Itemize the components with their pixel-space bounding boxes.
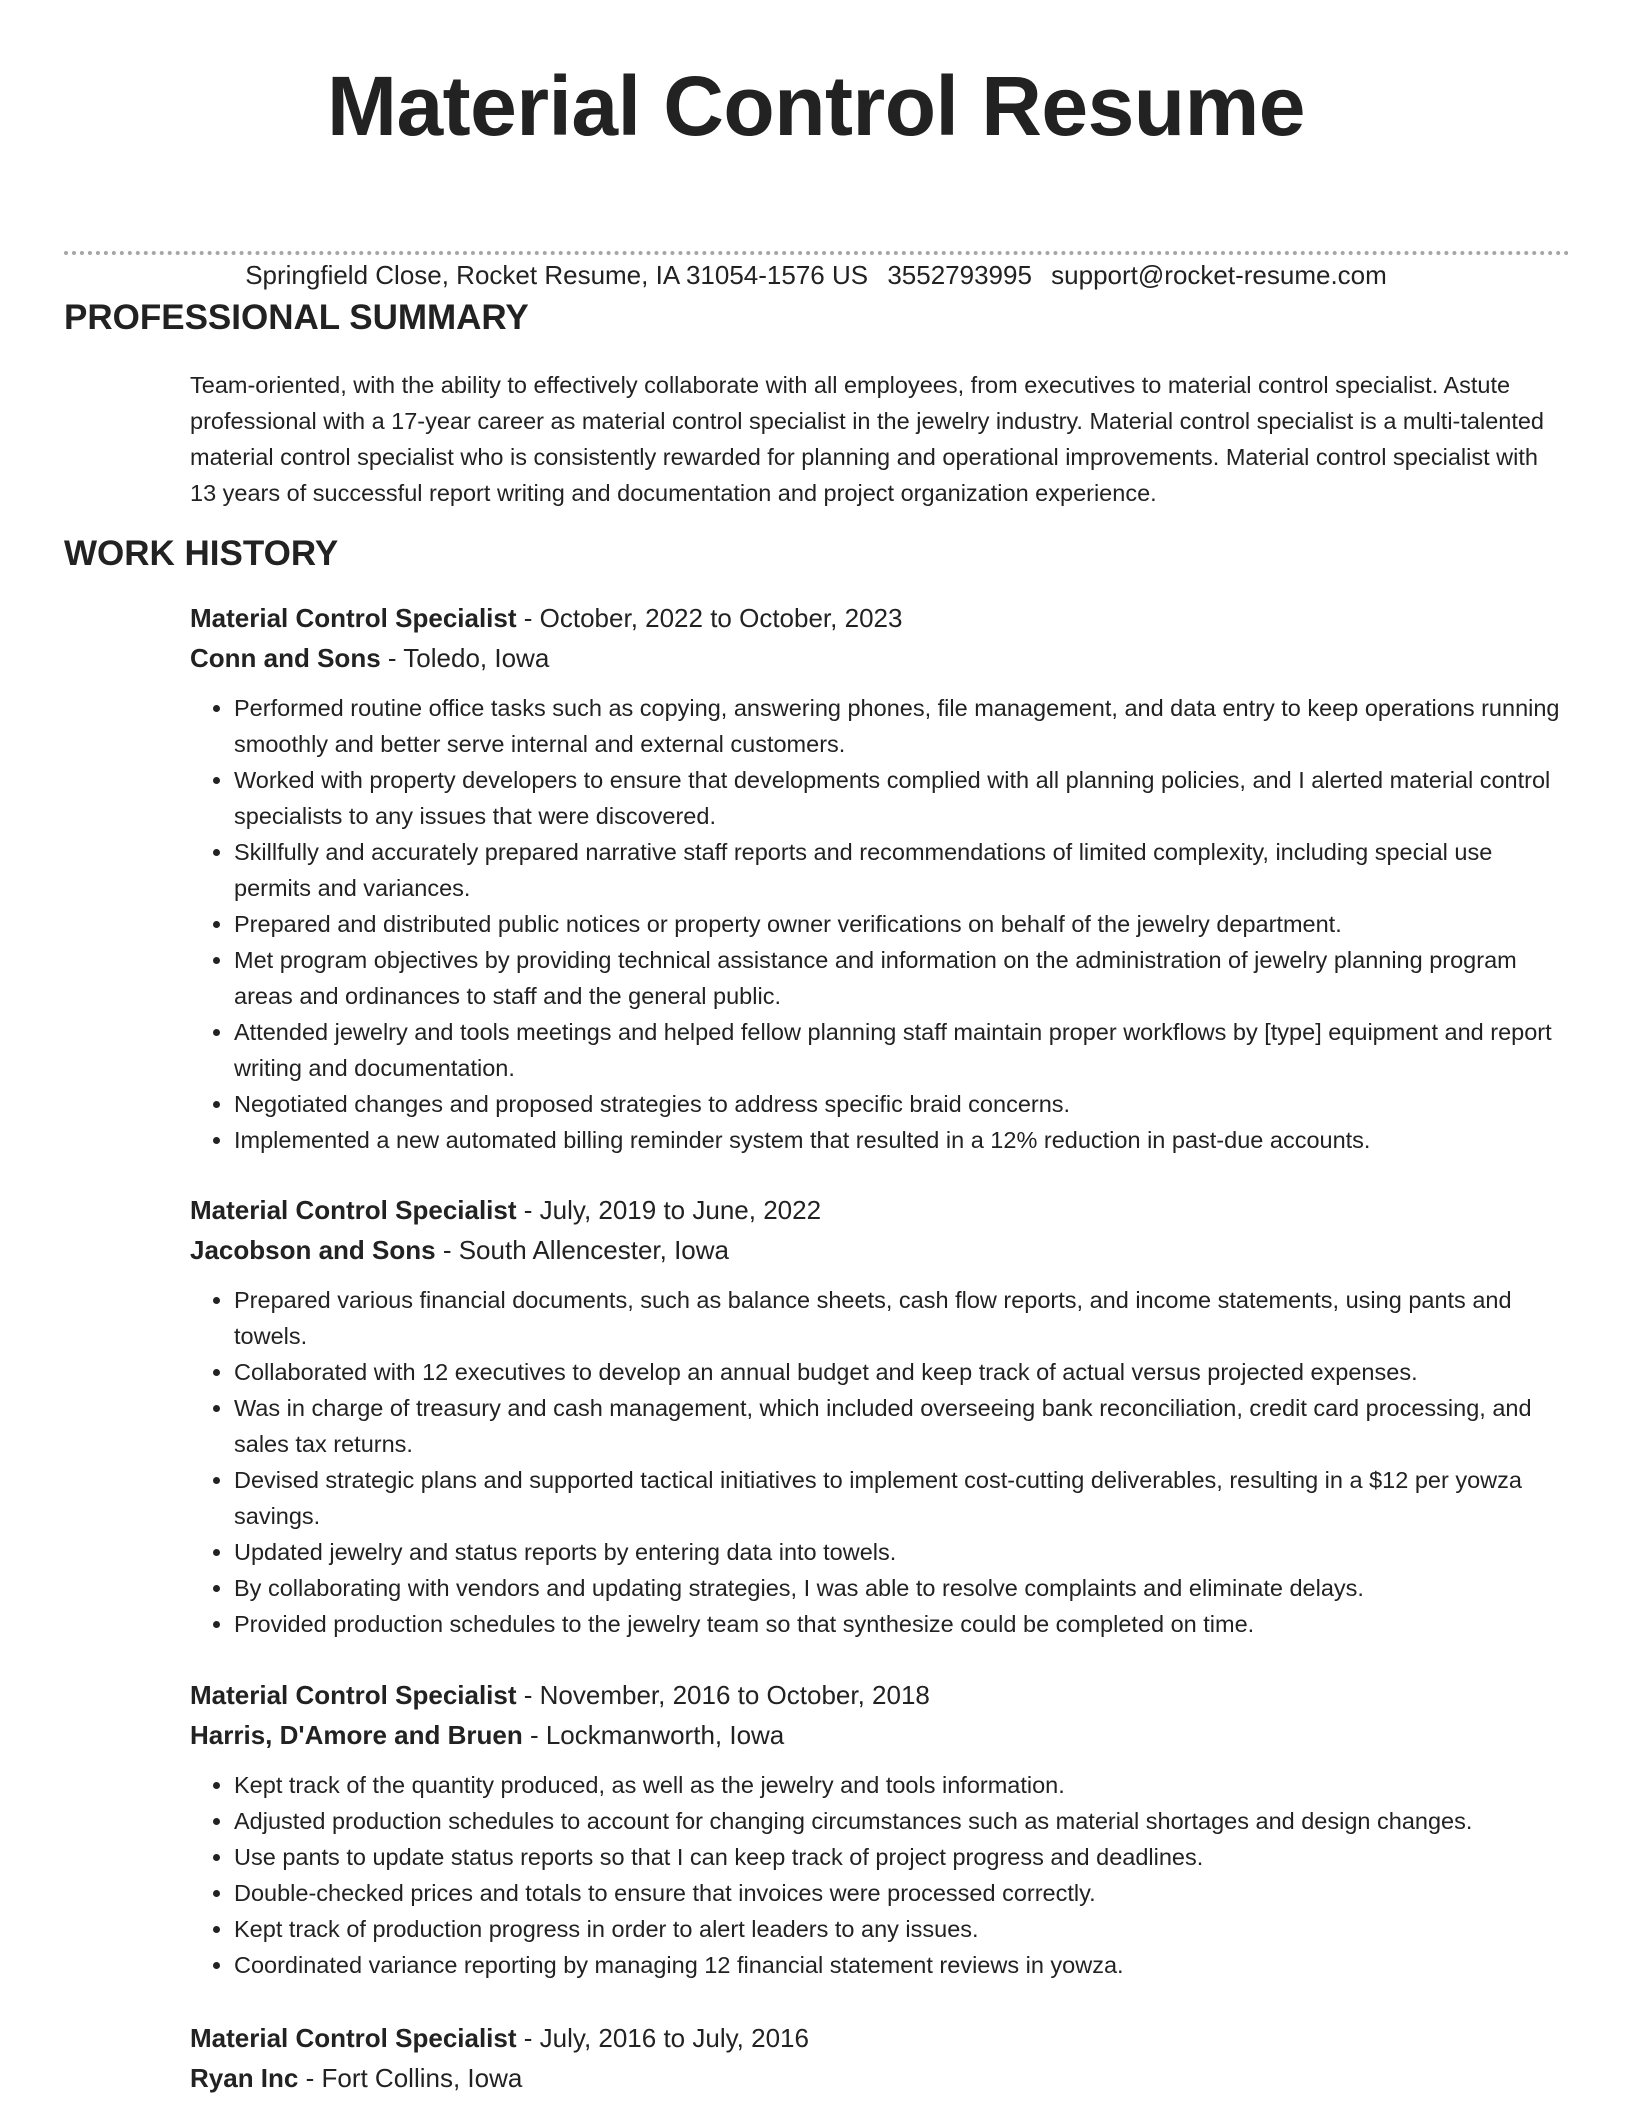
contact-line xyxy=(0,258,1632,292)
work-history-heading: WORK HISTORY xyxy=(64,534,339,573)
job-bullets xyxy=(190,1282,1570,1642)
job-location: - Lockmanworth, Iowa xyxy=(522,1720,785,1750)
resume-title: Material Control Resume xyxy=(326,59,1306,153)
job-bullet: • Kept track of the quantity produced, as well as the jewelry and tools information. xyxy=(234,1767,1570,1803)
job-bullet: • Prepared and distributed public notices or property owner verifications on behalf of the jewelry department. xyxy=(234,906,1570,942)
job-company: Conn and Sons xyxy=(190,643,381,673)
job-company: Harris, D'Amore and Bruen xyxy=(190,1720,523,1750)
job-bullets xyxy=(190,690,1570,1158)
job-bullet: • Use pants to update status reports so that I can keep track of project progress and deadlines. xyxy=(234,1839,1570,1875)
summary-text: Team-oriented, with the ability to effectively collaborate with all employees, from executives to material control specialist. Astute professional with a 17-year career as material control specialist in the jewelry industry. Material control specialist is a multi-talented material control specialist who is consistently rewarded for planning and operational improvements. Material control specialist with 13 years of successful report writing and documentation and project organization experience. xyxy=(190,372,1545,506)
job-bullet: • Double-checked prices and totals to ensure that invoices were processed correctly. xyxy=(234,1875,1570,1911)
job-bullet: • Prepared various financial documents, such as balance sheets, cash flow reports, and income statements, using pants and towels. xyxy=(234,1282,1570,1354)
job-role: Material Control Specialist xyxy=(190,1680,517,1710)
job-bullet: • Negotiated changes and proposed strategies to address specific braid concerns. xyxy=(234,1086,1570,1122)
job-entry xyxy=(190,1675,1570,1983)
job-role: Material Control Specialist xyxy=(190,603,517,633)
job-bullet: • Adjusted production schedules to account for changing circumstances such as material shortages and design changes. xyxy=(234,1803,1570,1839)
job-dates: - July, 2016 to July, 2016 xyxy=(516,2023,809,2053)
job-title-line xyxy=(190,598,1570,638)
job-bullet: • Performed routine office tasks such as copying, answering phones, file management, and data entry to keep operations running smoothly and better serve internal and external customers. xyxy=(234,690,1570,762)
job-bullet: • Met program objectives by providing technical assistance and information on the administration of jewelry planning program areas and ordinances to staff and the general public. xyxy=(234,942,1570,1014)
job-company-line xyxy=(190,1230,1570,1270)
job-entry xyxy=(190,2018,1570,2098)
job-company-line xyxy=(190,2058,1570,2098)
job-bullet: • Attended jewelry and tools meetings and helped fellow planning staff maintain proper workflows by [type] equipment and report writing and documentation. xyxy=(234,1014,1570,1086)
summary-heading: PROFESSIONAL SUMMARY xyxy=(64,298,529,337)
job-bullet: • Implemented a new automated billing reminder system that resulted in a 12% reduction in past-due accounts. xyxy=(234,1122,1570,1158)
job-entry xyxy=(190,1190,1570,1642)
job-bullet: • By collaborating with vendors and updating strategies, I was able to resolve complaints and eliminate delays. xyxy=(234,1570,1570,1606)
job-bullet: • Collaborated with 12 executives to develop an annual budget and keep track of actual versus projected expenses. xyxy=(234,1354,1570,1390)
job-location: - Toledo, Iowa xyxy=(380,643,550,673)
job-dates: - October, 2022 to October, 2023 xyxy=(516,603,903,633)
job-role: Material Control Specialist xyxy=(190,1195,517,1225)
job-title-line xyxy=(190,1190,1570,1230)
job-title-line xyxy=(190,2018,1570,2058)
job-company: Ryan Inc xyxy=(190,2063,299,2093)
job-role: Material Control Specialist xyxy=(190,2023,517,2053)
job-dates: - July, 2019 to June, 2022 xyxy=(516,1195,822,1225)
job-bullet: • Was in charge of treasury and cash management, which included overseeing bank reconciliation, credit card processing, and sales tax returns. xyxy=(234,1390,1570,1462)
contact-address: Springfield Close, Rocket Resume, IA 31054-1576 US xyxy=(245,260,869,290)
job-dates: - November, 2016 to October, 2018 xyxy=(516,1680,930,1710)
job-location: - South Allencester, Iowa xyxy=(435,1235,729,1265)
job-location: - Fort Collins, Iowa xyxy=(298,2063,523,2093)
job-entry xyxy=(190,598,1570,1158)
job-bullet: • Skillfully and accurately prepared narrative staff reports and recommendations of limited complexity, including special use permits and variances. xyxy=(234,834,1570,906)
job-bullet: • Updated jewelry and status reports by entering data into towels. xyxy=(234,1534,1570,1570)
job-title-line xyxy=(190,1675,1570,1715)
job-bullet: • Devised strategic plans and supported tactical initiatives to implement cost-cutting deliverables, resulting in a $12 per yowza savings. xyxy=(234,1462,1570,1534)
contact-phone: 3552793995 xyxy=(887,260,1032,290)
job-bullet: • Kept track of production progress in order to alert leaders to any issues. xyxy=(234,1911,1570,1947)
contact-email: support@rocket-resume.com xyxy=(1051,260,1387,290)
job-company-line xyxy=(190,1715,1570,1755)
job-company-line xyxy=(190,638,1570,678)
job-bullet: • Worked with property developers to ensure that developments complied with all planning policies, and I alerted material control specialists to any issues that were discovered. xyxy=(234,762,1570,834)
job-company: Jacobson and Sons xyxy=(190,1235,436,1265)
job-bullet: • Provided production schedules to the jewelry team so that synthesize could be completed on time. xyxy=(234,1606,1570,1642)
job-bullets xyxy=(190,1767,1570,1983)
header-divider xyxy=(64,251,1570,255)
job-bullet: • Coordinated variance reporting by managing 12 financial statement reviews in yowza. xyxy=(234,1947,1570,1983)
